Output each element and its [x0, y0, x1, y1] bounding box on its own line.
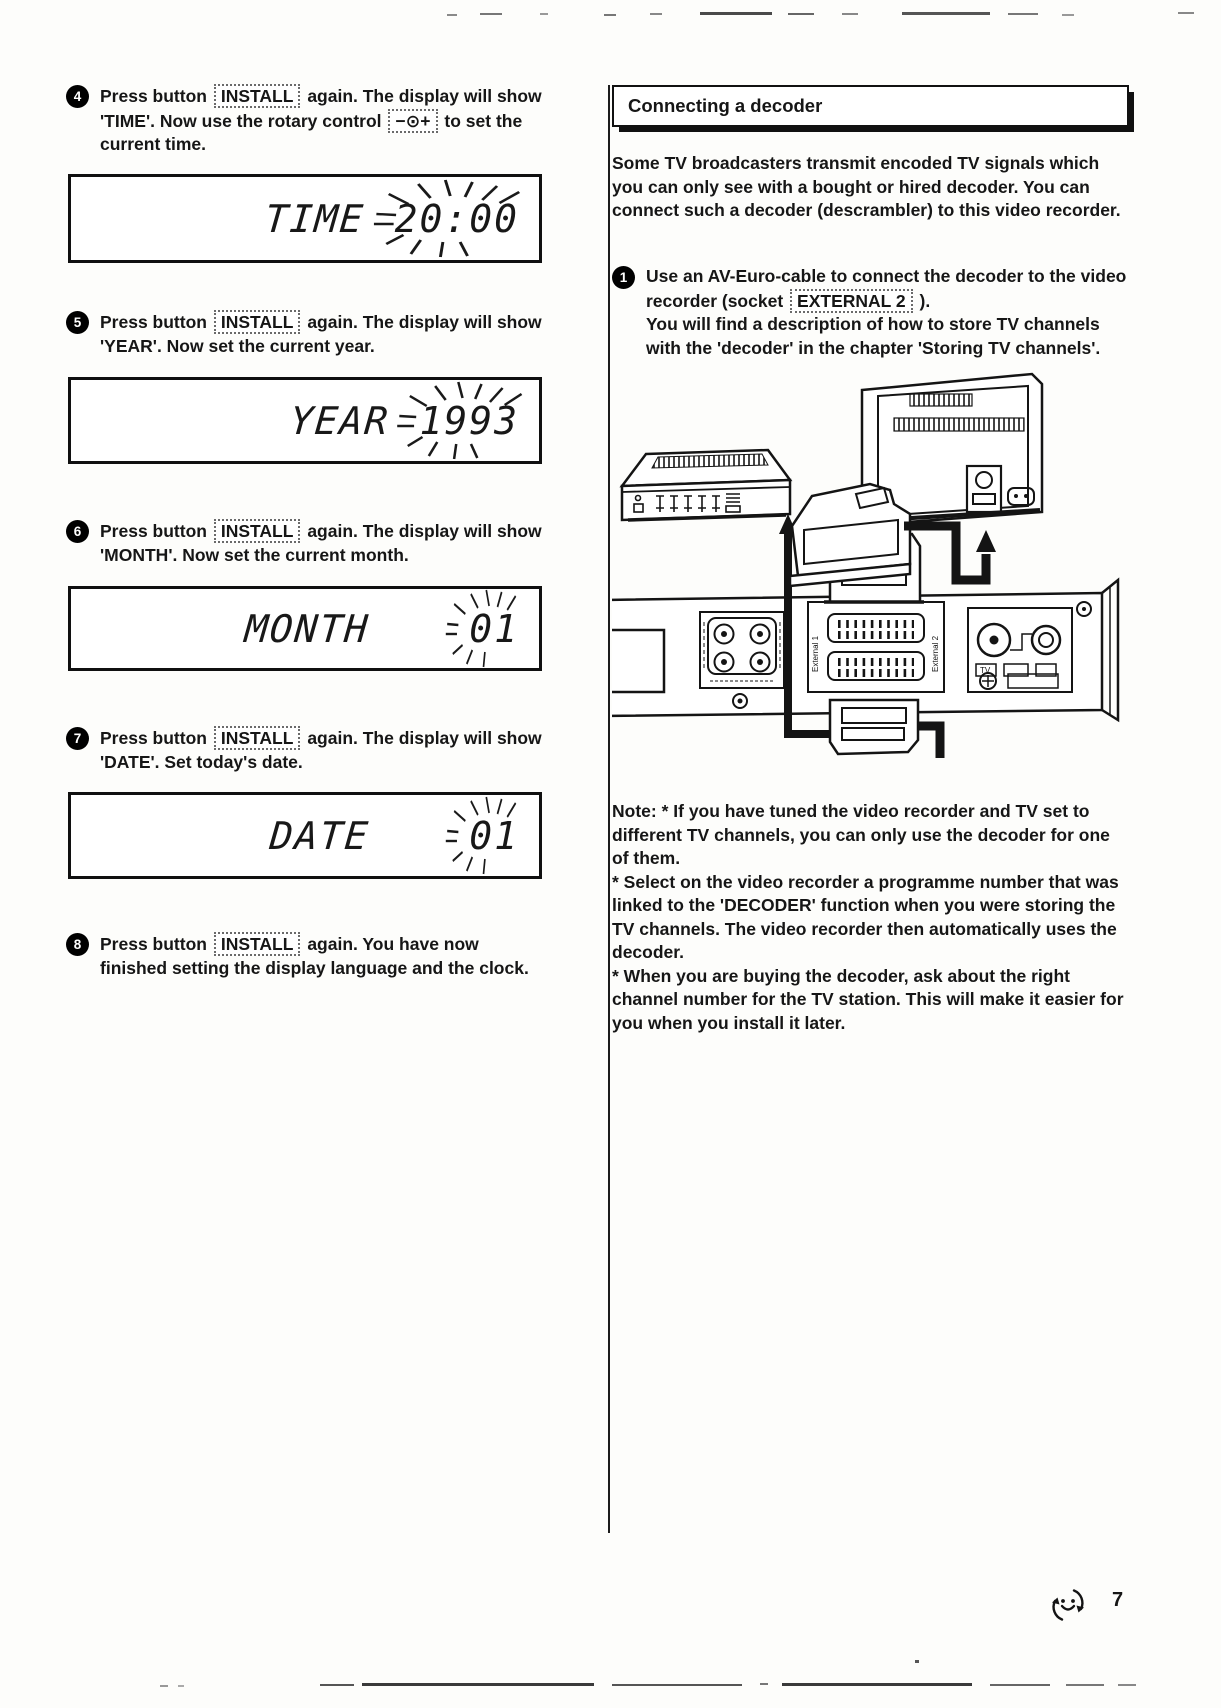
scan-artifact — [320, 1684, 354, 1686]
column-divider-rule — [608, 85, 610, 1533]
step-number-badge: 4 — [66, 85, 89, 108]
lcd-readout — [290, 397, 523, 445]
scan-artifact — [760, 1683, 768, 1685]
scan-artifact — [362, 1683, 594, 1686]
install-button-key: INSTALL — [214, 84, 301, 108]
scan-artifact — [160, 1685, 168, 1687]
intro-paragraph: Some TV broadcasters transmit encoded TV signals which you can only see with a bought or hired decoder. You can connect such a decoder (descrambler) to this video recorder. — [612, 153, 1121, 220]
step-text-line — [646, 313, 1128, 360]
blink-rays-icon — [369, 178, 541, 258]
display-panel-year — [68, 377, 542, 464]
step-number-badge: 6 — [66, 520, 89, 543]
scan-artifact — [480, 13, 502, 15]
lcd-readout — [267, 812, 523, 860]
step-text — [100, 84, 545, 157]
step-text-segment: ). — [919, 290, 931, 311]
scart-right-label: External 2 — [931, 635, 940, 672]
blink-rays-icon — [393, 380, 541, 460]
arrow-up-to-tv — [976, 530, 996, 552]
install-button-key: INSTALL — [214, 519, 301, 543]
rotary-control-icon: −⊙+ — [388, 109, 437, 133]
decoder-box — [622, 450, 790, 520]
step-text-segment: again. You have now finished setting the display language and the clock. — [100, 934, 529, 978]
install-button-key: INSTALL — [214, 932, 301, 956]
step-number-badge: 7 — [66, 727, 89, 750]
step-text-segment: again. The display will show 'DATE'. Set today's date. — [100, 728, 542, 772]
note-item — [612, 800, 1127, 871]
display-panel-time — [68, 174, 542, 263]
scan-artifact — [915, 1660, 919, 1663]
scan-artifact — [612, 1684, 742, 1686]
lcd-readout — [265, 195, 523, 243]
step-text-segment: Press button — [100, 312, 207, 332]
lcd-label: YEAR — [288, 398, 392, 443]
note-item: * When you are buying the decoder, ask about the right channel number for the TV station. This will make it easier for you when you install it later. — [612, 965, 1124, 1033]
step-1-decoder — [612, 265, 1128, 360]
step-text-segment: Press button — [100, 86, 207, 106]
step-text-segment: again. The display will show 'MONTH'. Now set the current month. — [100, 521, 542, 565]
step-number-badge: 1 — [612, 266, 635, 289]
step-number-badge: 8 — [66, 933, 89, 956]
blink-rays-icon — [443, 795, 541, 875]
step-text — [100, 310, 545, 358]
note-label: Note: — [612, 801, 657, 821]
step-text — [100, 519, 545, 567]
step-text — [646, 265, 1128, 360]
scan-artifact — [650, 13, 662, 15]
cable-bottom — [918, 726, 940, 758]
lcd-label: MONTH — [242, 606, 372, 651]
scart-left-label: External 1 — [811, 635, 820, 672]
install-button-key: INSTALL — [214, 310, 301, 334]
display-panel-date — [68, 792, 542, 879]
section-title: Connecting a decoder — [628, 95, 823, 116]
step-text-segment: Press button — [100, 521, 207, 541]
step-number-badge: 5 — [66, 311, 89, 334]
blink-rays-icon — [443, 588, 541, 668]
lcd-label: TIME — [263, 196, 367, 241]
lcd-label: DATE — [267, 813, 372, 858]
scan-artifact — [178, 1685, 184, 1687]
scan-artifact — [1118, 1684, 1136, 1686]
step-4 — [66, 84, 545, 157]
step-7 — [66, 726, 545, 774]
display-panel-month — [68, 586, 542, 671]
scan-artifact — [540, 13, 548, 15]
scan-artifact — [788, 13, 814, 15]
lcd-value: 1993 — [419, 398, 519, 443]
chapter-reference: 'Storing TV channels'. — [917, 337, 1101, 358]
step-text-segment: You will find a description of how to store TV channels with the 'decoder' in the chapter — [646, 314, 1100, 358]
tv-output-label: TV — [980, 666, 991, 675]
step-text-segment: to set the current time. — [100, 110, 523, 154]
lcd-readout — [242, 605, 523, 653]
scan-artifact — [782, 1683, 972, 1686]
step-text-segment: Press button — [100, 934, 207, 954]
scan-artifact — [447, 14, 457, 16]
step-8 — [66, 932, 545, 980]
step-text-line — [646, 265, 1128, 313]
step-text — [100, 726, 545, 774]
scan-artifact — [604, 14, 616, 16]
scan-artifact — [902, 12, 990, 15]
decoder-connection-diagram — [612, 368, 1124, 766]
step-text-segment: Press button — [100, 728, 207, 748]
step-5 — [66, 310, 545, 358]
external2-socket-key: EXTERNAL 2 — [790, 289, 913, 313]
lcd-value: 20:00 — [394, 196, 519, 241]
scan-artifact — [1062, 14, 1074, 16]
note-item: * Select on the video recorder a programme number that was linked to the 'DECODER' function when you were storing the TV channels. The video recorder then automatically uses the decoder. — [612, 871, 1119, 962]
lcd-value: 01 — [469, 606, 519, 651]
scan-artifact — [990, 1684, 1050, 1686]
scan-artifact — [1178, 12, 1194, 14]
recycle-smiley-icon — [1050, 1586, 1086, 1624]
install-button-key: INSTALL — [214, 726, 301, 750]
scan-artifact — [1008, 13, 1038, 15]
scan-artifact — [842, 13, 858, 15]
step-text-segment: Use an AV-Euro-cable to connect the decoder to the video recorder (socket — [646, 266, 1127, 311]
step-text — [100, 932, 545, 980]
note-paragraph — [612, 800, 1127, 1035]
note-text: * If you have tuned the video recorder and TV set to different TV channels, you can only use the decoder for one of them. — [612, 801, 1110, 868]
scan-artifact — [1066, 1684, 1104, 1686]
step-text-segment: again. The display will show 'TIME'. Now use the rotary control — [100, 86, 542, 131]
lcd-value: 01 — [469, 813, 519, 858]
diagram-illustration — [612, 368, 1124, 766]
page-number: 7 — [1112, 1589, 1124, 1611]
section-header — [612, 85, 1129, 127]
scan-artifact — [700, 12, 772, 15]
step-text-segment: again. The display will show 'YEAR'. Now set the current year. — [100, 312, 542, 356]
step-6 — [66, 519, 545, 567]
